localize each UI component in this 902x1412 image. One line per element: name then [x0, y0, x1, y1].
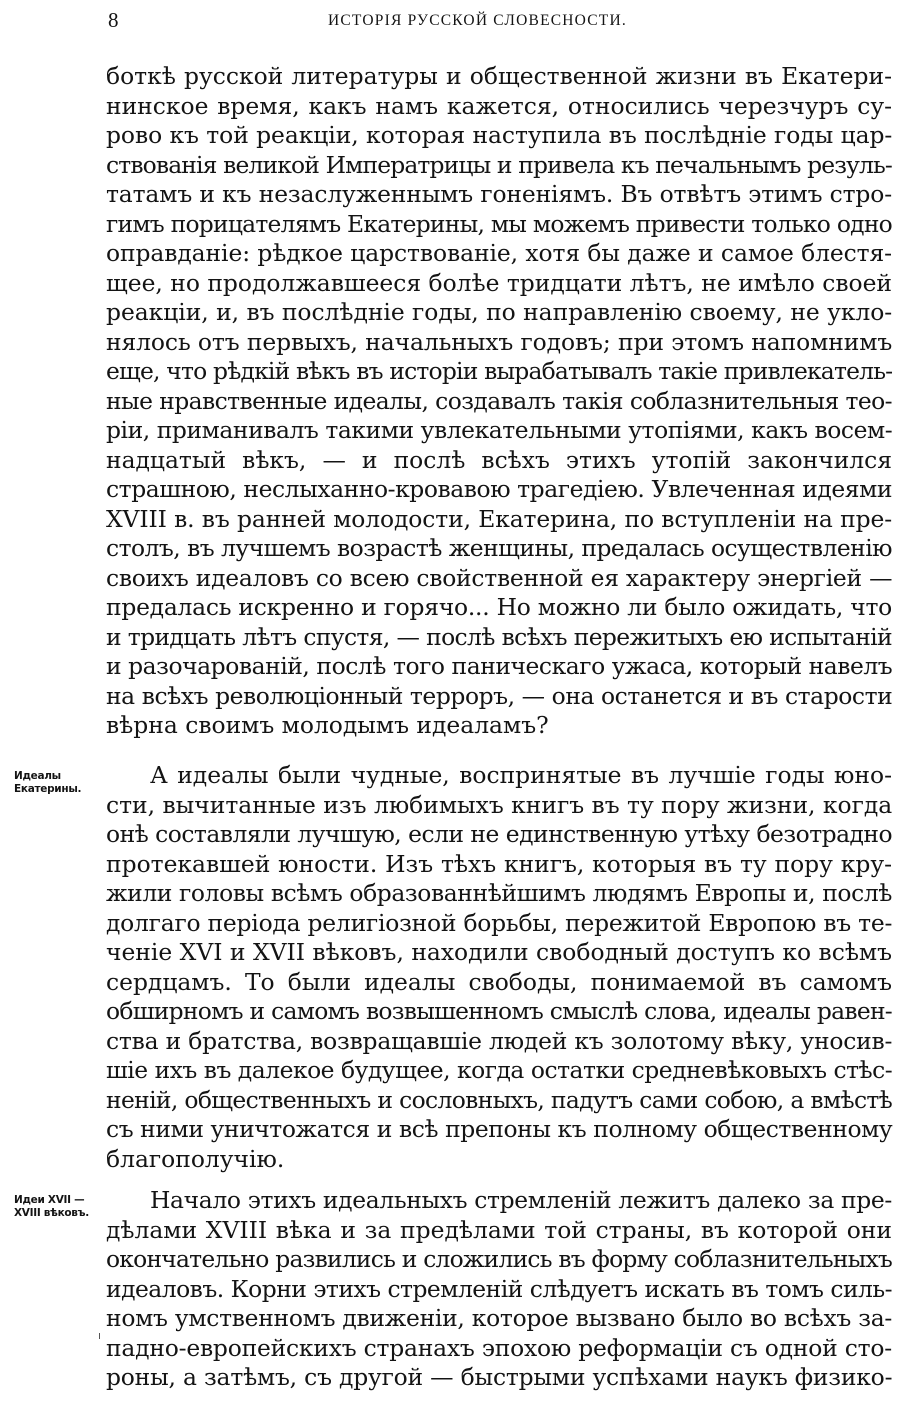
- text-line: номъ умственномъ движеніи, которое вызвано было во всѣхъ за-: [106, 1304, 892, 1332]
- text-line: боткѣ русской литературы и общественной жизни въ Екатери-: [106, 62, 892, 90]
- text-line: надцатый вѣкъ, — и послѣ всѣхъ этихъ утопій закончился: [106, 445, 892, 474]
- text-line: ства и братства, возвращавшіе людей къ золотому вѣку, уносив-: [106, 1026, 893, 1055]
- page-header: [0, 6, 902, 40]
- text-line: нинское время, какъ намъ кажется, относились черезчуръ су-: [106, 91, 892, 120]
- text-line: столъ, въ лучшемъ возрастѣ женщины, предалась осуществленію: [106, 534, 892, 562]
- paragraph-ideals-of-catherine: [106, 761, 892, 1174]
- text-line: и разочарованій, послѣ того паническаго ужаса, который навелъ: [106, 652, 893, 680]
- text-line: сердцамъ. То были идеалы свободы, понимаемой въ самомъ: [106, 967, 892, 996]
- text-line: оправданіе: рѣдкое царствованіе, хотя бы даже и самое блестя-: [106, 239, 892, 267]
- margin-note-ideals-of-catherine: Идеалы Екатерины.: [14, 770, 82, 795]
- text-line: еще, что рѣдкій вѣкъ въ исторіи вырабатывалъ такіе привлекатель-: [106, 357, 893, 385]
- text-line: и тридцать лѣтъ спустя, — послѣ всѣхъ пережитыхъ ею испытаній: [106, 622, 892, 651]
- text-line: нялось отъ первыхъ, начальныхъ годовъ; при этомъ напомнимъ: [106, 327, 893, 356]
- text-line: онѣ составляли лучшую, если не единственную утѣху безотрадно: [106, 820, 893, 848]
- text-line: дѣлами XVIII вѣка и за предѣлами той страны, въ которой они: [106, 1215, 892, 1244]
- paragraph-origin-of-ideals: [106, 1186, 892, 1393]
- text-line: долгаго періода религіозной борьбы, пережитой Европою въ те-: [106, 908, 893, 937]
- text-line: гимъ порицателямъ Екатерины, мы можемъ привести только одно: [106, 209, 892, 238]
- text-line: А идеалы были чудные, воспринятые въ лучшіе годы юно-: [150, 761, 892, 789]
- text-line: протекавшей юности. Изъ тѣхъ книгъ, которыя въ ту пору кру-: [106, 849, 892, 878]
- margin-note-ideas-17-18-centuries: Идеи XVII — XVIII вѣковъ.: [14, 1194, 89, 1219]
- text-line: падно-европейскихъ странахъ эпохою реформаціи съ одной сто-: [106, 1333, 892, 1362]
- page-number: 8: [108, 8, 119, 32]
- text-line: страшною, неслыханно-кровавою трагедіею. Увлеченная идеями: [106, 475, 893, 503]
- text-line: своихъ идеаловъ со всею свойственной ея характеру энергіей —: [106, 563, 893, 592]
- text-line: обширномъ и самомъ возвышенномъ смыслѣ слова, идеалы равен-: [106, 997, 892, 1025]
- text-line: шіе ихъ въ далекое будущее, когда остатки средневѣковыхъ стѣс-: [106, 1056, 893, 1084]
- text-line: щее, но продолжавшееся болѣе тридцати лѣтъ, не имѣло своей: [106, 268, 893, 297]
- text-line: татамъ и къ незаслуженнымъ гоненіямъ. Въ отвѣтъ этимъ стро-: [106, 180, 892, 208]
- text-line: предалась искренно и горячо... Но можно ли было ожидать, что: [106, 593, 892, 621]
- text-line: Начало этихъ идеальныхъ стремленій лежитъ далеко за пре-: [150, 1186, 892, 1214]
- text-line: рово къ той реакціи, которая наступила въ послѣдніе годы цар-: [106, 121, 893, 149]
- text-line: на всѣхъ революціонный терроръ, — она останется и въ старости: [106, 681, 893, 710]
- text-line: ствованія великой Императрицы и привела къ печальнымъ резуль-: [106, 150, 892, 179]
- text-line: идеаловъ. Корни этихъ стремленій слѣдуетъ искать въ томъ силь-: [106, 1274, 892, 1303]
- text-line: сти, вычитанные изъ любимыхъ книгъ въ ту пору жизни, когда: [106, 790, 893, 819]
- text-line: благополучію.: [106, 1144, 285, 1173]
- paragraph-continuation: [106, 62, 892, 741]
- text-line: съ ними уничтожатся и всѣ препоны къ полному общественному: [106, 1115, 893, 1143]
- text-line: XVIII в. въ ранней молодости, Екатерина, по вступленіи на пре-: [106, 504, 892, 533]
- margin-mark: [99, 1333, 100, 1339]
- text-line: ріи, приманивалъ такими увлекательными утопіями, какъ восем-: [106, 416, 893, 444]
- text-line: роны, а затѣмъ, съ другой — быстрыми успѣхами наукъ физико-: [106, 1363, 893, 1391]
- text-line: ченіе XVI и XVII вѣковъ, находили свободный доступъ ко всѣмъ: [106, 938, 892, 966]
- text-line: неній, общественныхъ и сословныхъ, падутъ сами собою, а вмѣстѣ: [106, 1085, 893, 1114]
- text-line: вѣрна своимъ молодымъ идеаламъ?: [106, 711, 549, 739]
- running-head: ИСТОРІЯ РУССКОЙ СЛОВЕСНОСТИ.: [328, 12, 627, 29]
- text-line: ные нравственные идеалы, создавалъ такія соблазнительныя тео-: [106, 386, 892, 415]
- text-line: окончательно развились и сложились въ форму соблазнительныхъ: [106, 1245, 893, 1273]
- text-line: жили головы всѣмъ образованнѣйшимъ людямъ Европы и, послѣ: [106, 879, 892, 907]
- text-line: реакціи, и, въ послѣдніе годы, по направленію своему, не укло-: [106, 298, 893, 326]
